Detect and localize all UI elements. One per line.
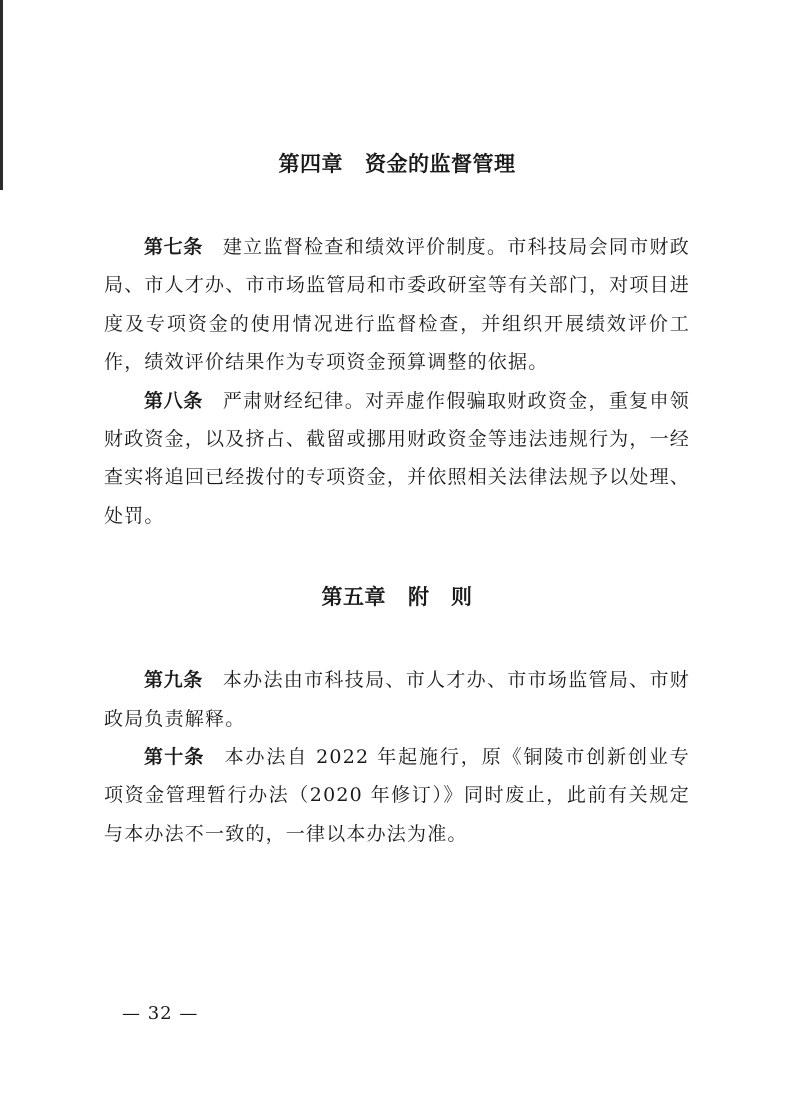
- article-10-label: 第十条: [144, 746, 205, 769]
- article-9: [104, 661, 690, 738]
- chapter-4-title: 资金的监督管理: [365, 152, 516, 176]
- article-9-label: 第九条: [144, 669, 203, 692]
- article-10: [104, 738, 690, 853]
- document-body: [104, 148, 690, 853]
- article-7: [104, 228, 690, 382]
- article-7-text: 建立监督检查和绩效评价制度。市科技局会同市财政局、市人才办、市市场监管局和市委政研室等有关部门，对项目进度及专项资金的使用情况进行监督检查，并组织开展绩效评价工作，绩效评价结果作为专项资金预算调整的依据。: [104, 236, 690, 374]
- chapter-4-heading: [104, 148, 690, 178]
- page-number: — 32 —: [122, 1003, 199, 1024]
- chapter-5-heading: [104, 581, 690, 611]
- chapter-5-title: 附 则: [408, 585, 473, 610]
- chapter-4-number: 第四章: [278, 152, 343, 176]
- chapter-5-number: 第五章: [321, 585, 386, 610]
- article-9-text: 本办法由市科技局、市人才办、市市场监管局、市财政局负责解释。: [104, 669, 690, 730]
- article-8-text: 严肃财经纪律。对弄虚作假骗取财政资金，重复申领财政资金，以及挤占、截留或挪用财政资金等违法违规行为，一经查实将追回已经拨付的专项资金，并依照相关法律法规予以处理、处罚。: [104, 389, 690, 527]
- article-7-label: 第七条: [144, 236, 203, 258]
- article-10-text: 本办法自 2022 年起施行，原《铜陵市创新创业专项资金管理暂行办法（2020 年修订）》同时废止，此前有关规定与本办法不一致的，一律以本办法为准。: [104, 746, 690, 845]
- scan-edge-mark: [0, 0, 3, 190]
- article-8: [104, 382, 690, 536]
- article-8-label: 第八条: [144, 389, 203, 412]
